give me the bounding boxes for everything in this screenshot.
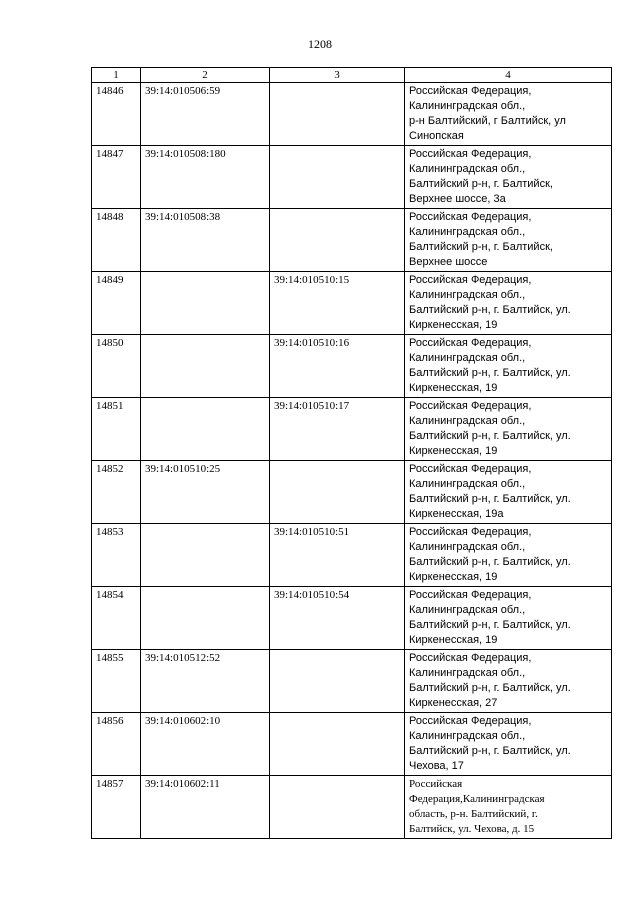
table-row: [92, 524, 612, 587]
related-cadastral-number-cell: 39:14:010510:17: [270, 398, 405, 461]
column-header: 2: [141, 68, 270, 83]
cadastral-number-cell: [141, 335, 270, 398]
column-header: 3: [270, 68, 405, 83]
table-header-row: [92, 68, 612, 83]
row-number-cell: 14846: [92, 83, 141, 146]
column-header: 4: [405, 68, 612, 83]
row-number-cell: 14848: [92, 209, 141, 272]
table-row: [92, 461, 612, 524]
cadastral-number-cell: 39:14:010512:52: [141, 650, 270, 713]
row-number-cell: 14852: [92, 461, 141, 524]
row-number-cell: 14855: [92, 650, 141, 713]
address-cell: Российская Федерация, Калининградская обл., р-н Балтийский, г Балтийск, ул Синопская: [405, 83, 612, 146]
table-row: [92, 335, 612, 398]
related-cadastral-number-cell: [270, 83, 405, 146]
table-row: [92, 146, 612, 209]
related-cadastral-number-cell: 39:14:010510:15: [270, 272, 405, 335]
related-cadastral-number-cell: [270, 461, 405, 524]
address-cell: Российская Федерация, Калининградская обл., Балтийский р-н, г. Балтийск, ул. Чехова, 17: [405, 713, 612, 776]
row-number-cell: 14847: [92, 146, 141, 209]
related-cadastral-number-cell: [270, 209, 405, 272]
cadastral-number-cell: 39:14:010602:10: [141, 713, 270, 776]
row-number-cell: 14857: [92, 776, 141, 839]
cadastral-number-cell: 39:14:010508:180: [141, 146, 270, 209]
cadastral-number-cell: 39:14:010508:38: [141, 209, 270, 272]
address-cell: Российская Федерация, Калининградская обл., Балтийский р-н, г. Балтийск, Верхнее шоссе, 3а: [405, 146, 612, 209]
cadastral-number-cell: [141, 272, 270, 335]
row-number-cell: 14854: [92, 587, 141, 650]
table-row: [92, 776, 612, 839]
address-cell: Российская Федерация, Калининградская обл., Балтийский р-н, г. Балтийск, ул. Киркенесская, 19: [405, 272, 612, 335]
row-number-cell: 14849: [92, 272, 141, 335]
address-cell: Российская Федерация, Калининградская обл., Балтийский р-н, г. Балтийск, ул. Киркенесская, 19: [405, 587, 612, 650]
related-cadastral-number-cell: [270, 713, 405, 776]
related-cadastral-number-cell: [270, 776, 405, 839]
address-cell: Российская Федерация, Калининградская обл., Балтийский р-н, г. Балтийск, ул. Киркенесская, 27: [405, 650, 612, 713]
cadastral-number-cell: 39:14:010506:59: [141, 83, 270, 146]
row-number-cell: 14851: [92, 398, 141, 461]
row-number-cell: 14850: [92, 335, 141, 398]
row-number-cell: 14853: [92, 524, 141, 587]
table-row: [92, 398, 612, 461]
table-row: [92, 713, 612, 776]
cadastral-number-cell: 39:14:010510:25: [141, 461, 270, 524]
related-cadastral-number-cell: 39:14:010510:54: [270, 587, 405, 650]
table-row: [92, 587, 612, 650]
row-number-cell: 14856: [92, 713, 141, 776]
address-cell: Российская Федерация, Калининградская обл., Балтийский р-н, г. Балтийск, ул. Киркенесская, 19: [405, 335, 612, 398]
related-cadastral-number-cell: [270, 146, 405, 209]
cadastral-number-cell: [141, 524, 270, 587]
cadastral-number-cell: [141, 587, 270, 650]
cadastral-number-cell: 39:14:010602:11: [141, 776, 270, 839]
page-number: 1208: [308, 37, 332, 51]
related-cadastral-number-cell: 39:14:010510:51: [270, 524, 405, 587]
related-cadastral-number-cell: [270, 650, 405, 713]
column-header: 1: [92, 68, 141, 83]
address-cell: Российская Федерация,Калининградская область, р-н. Балтийский, г. Балтийск, ул. Чехова, д. 15: [405, 776, 612, 839]
address-cell: Российская Федерация, Калининградская обл., Балтийский р-н, г. Балтийск, Верхнее шоссе: [405, 209, 612, 272]
cadastral-number-cell: [141, 398, 270, 461]
table-row: [92, 83, 612, 146]
related-cadastral-number-cell: 39:14:010510:16: [270, 335, 405, 398]
table-row: [92, 209, 612, 272]
table-row: [92, 272, 612, 335]
address-cell: Российская Федерация, Калининградская обл., Балтийский р-н, г. Балтийск, ул. Киркенесская, 19а: [405, 461, 612, 524]
registry-table: [91, 67, 612, 839]
table-row: [92, 650, 612, 713]
address-cell: Российская Федерация, Калининградская обл., Балтийский р-н, г. Балтийск, ул. Киркенесская, 19: [405, 398, 612, 461]
address-cell: Российская Федерация, Калининградская обл., Балтийский р-н, г. Балтийск, ул. Киркенесская, 19: [405, 524, 612, 587]
